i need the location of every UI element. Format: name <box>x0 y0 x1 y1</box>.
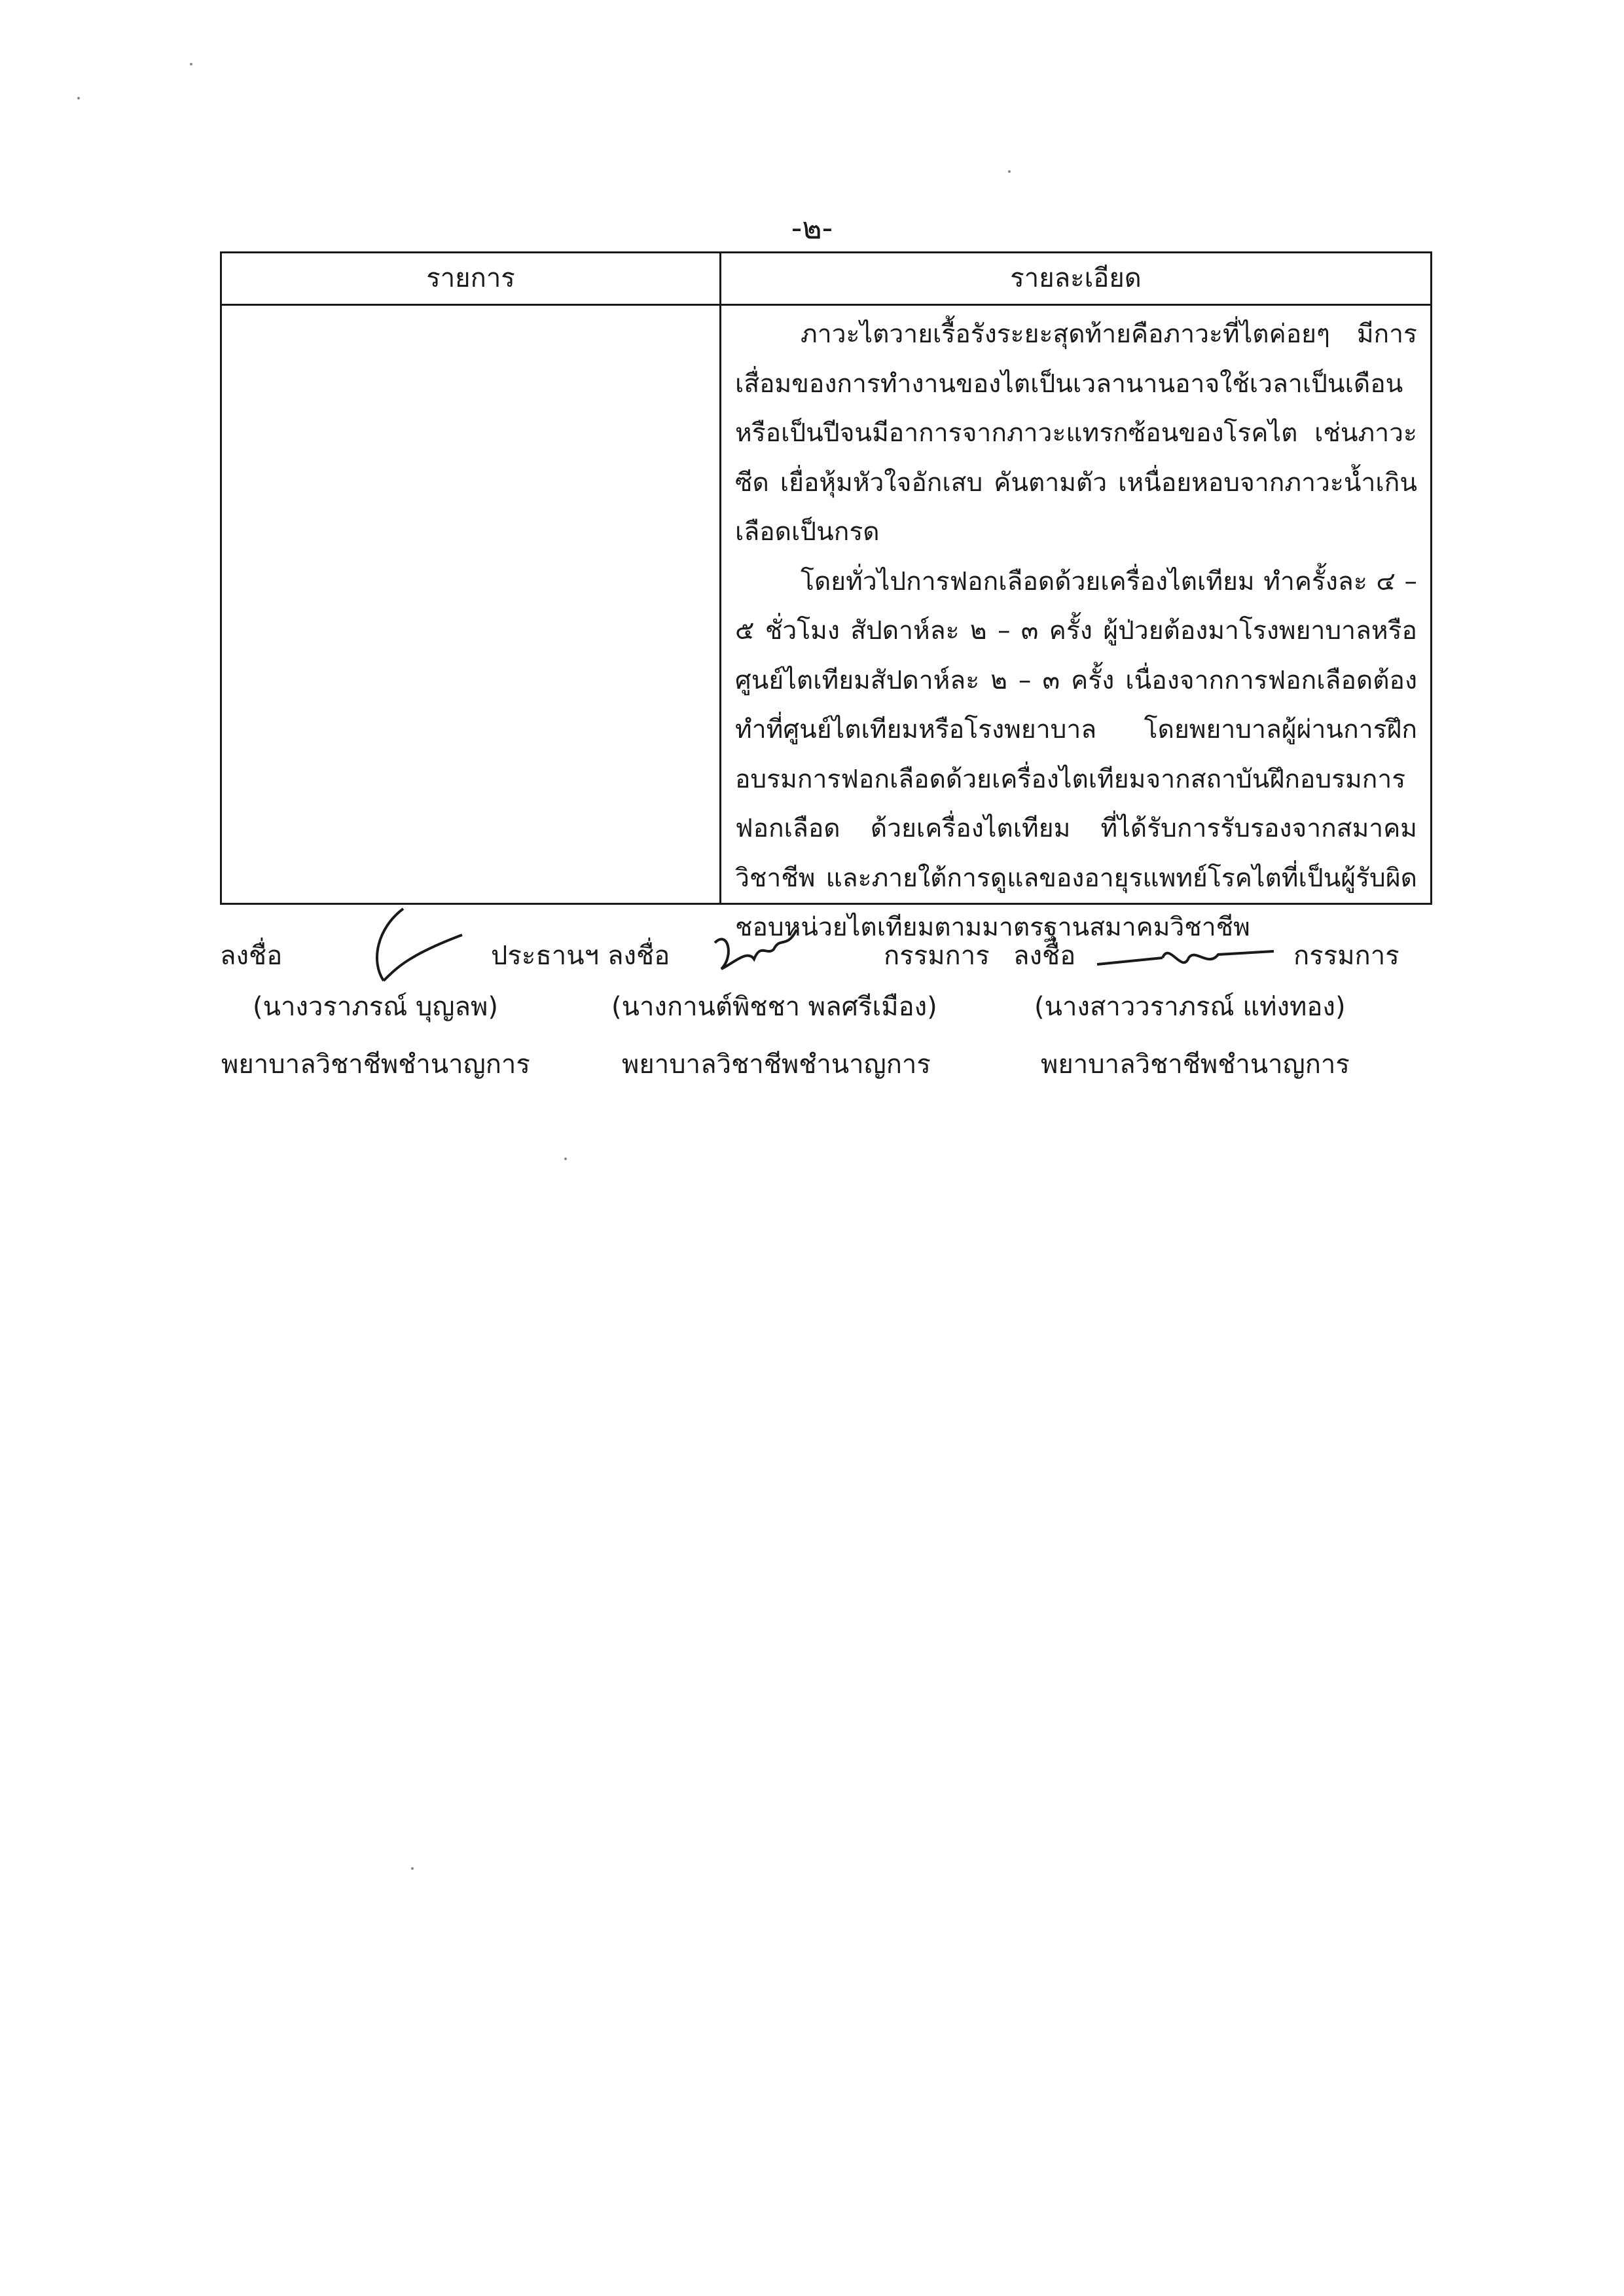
scan-speck <box>411 1867 414 1870</box>
signature-1-icon <box>357 902 488 1000</box>
signer-name-2: (นางกานต์พิชชา พลศรีเมือง) <box>611 992 937 1022</box>
sign-label-1: ลงชื่อ <box>220 941 283 971</box>
header-details: รายละเอียด <box>1010 263 1142 293</box>
signature-2-icon <box>708 923 806 982</box>
header-items: รายการ <box>426 263 515 293</box>
signer-name-1: (นางวราภรณ์ บุญลพ) <box>253 992 498 1022</box>
page-number: -๒- <box>791 210 833 246</box>
sign-label-2: ลงชื่อ <box>607 941 670 971</box>
role-chairman: ประธานฯ <box>491 941 600 971</box>
column-divider <box>719 253 721 903</box>
signature-3-icon <box>1091 928 1280 987</box>
signer-name-3: (นางสาววราภรณ์ แท่งทอง) <box>1034 992 1346 1022</box>
sign-label-3: ลงชื่อ <box>1013 941 1076 971</box>
scan-speck <box>190 63 192 65</box>
detail-paragraph-2: โดยทั่วไปการฟอกเลือดด้วยเครื่องไตเทียม ทำครั้งละ ๔ – ๕ ชั่วโมง สัปดาห์ละ ๒ – ๓ ครั้ง ผู้ป่วยต้องมาโรงพยาบาลหรือศูนย์ไตเทียมสัปดาห์ละ ๒ – ๓ ครั้ง เนื่องจากการฟอกเลือดต้องทำที่ศูนย์ไตเทียมหรือโรงพยาบาล โดยพยาบาลผู้ผ่านการฝึกอบรมการฟอกเลือดด้วยเครื่องไตเทียมจากสถาบันฝึกอบรมการฟอกเลือด ด้วยเครื่องไตเทียม ที่ได้รับการรับรองจากสมาคมวิชาชีพ และภายใต้การดูแลของอายุรแพทย์โรคไตที่เป็นผู้รับผิดชอบหน่วยไตเทียมตามมาตรฐานสมาคมวิชาชีพ <box>735 566 1417 942</box>
details-table <box>220 251 1432 942</box>
scan-speck <box>1008 170 1011 173</box>
role-committee-2: กรรมการ <box>1293 941 1399 971</box>
signer-position-2: พยาบาลวิชาชีพชำนาญการ <box>622 1049 931 1080</box>
signer-position-1: พยาบาลวิชาชีพชำนาญการ <box>221 1049 530 1080</box>
table-header-row <box>222 253 1430 306</box>
role-committee-1: กรรมการ <box>884 941 990 971</box>
scan-speck <box>77 97 80 100</box>
signature-block <box>220 928 1432 1125</box>
signer-position-3: พยาบาลวิชาชีพชำนาญการ <box>1041 1049 1350 1080</box>
detail-cell <box>735 310 1417 953</box>
detail-paragraph-1: ภาวะไตวายเรื้อรังระยะสุดท้ายคือภาวะที่ไตค่อยๆ มีการเสื่อมของการทำงานของไตเป็นเวลานานอาจใช้เวลาเป็นเดือนหรือเป็นปีจนมีอาการจากภาวะแทรกซ้อนของโรคไต เช่นภาวะซีด เยื่อหุ้มหัวใจอักเสบ คันตามตัว เหนื่อยหอบจากภาวะน้ำเกินเลือดเป็นกรด <box>735 319 1417 547</box>
scan-speck <box>564 1157 567 1160</box>
